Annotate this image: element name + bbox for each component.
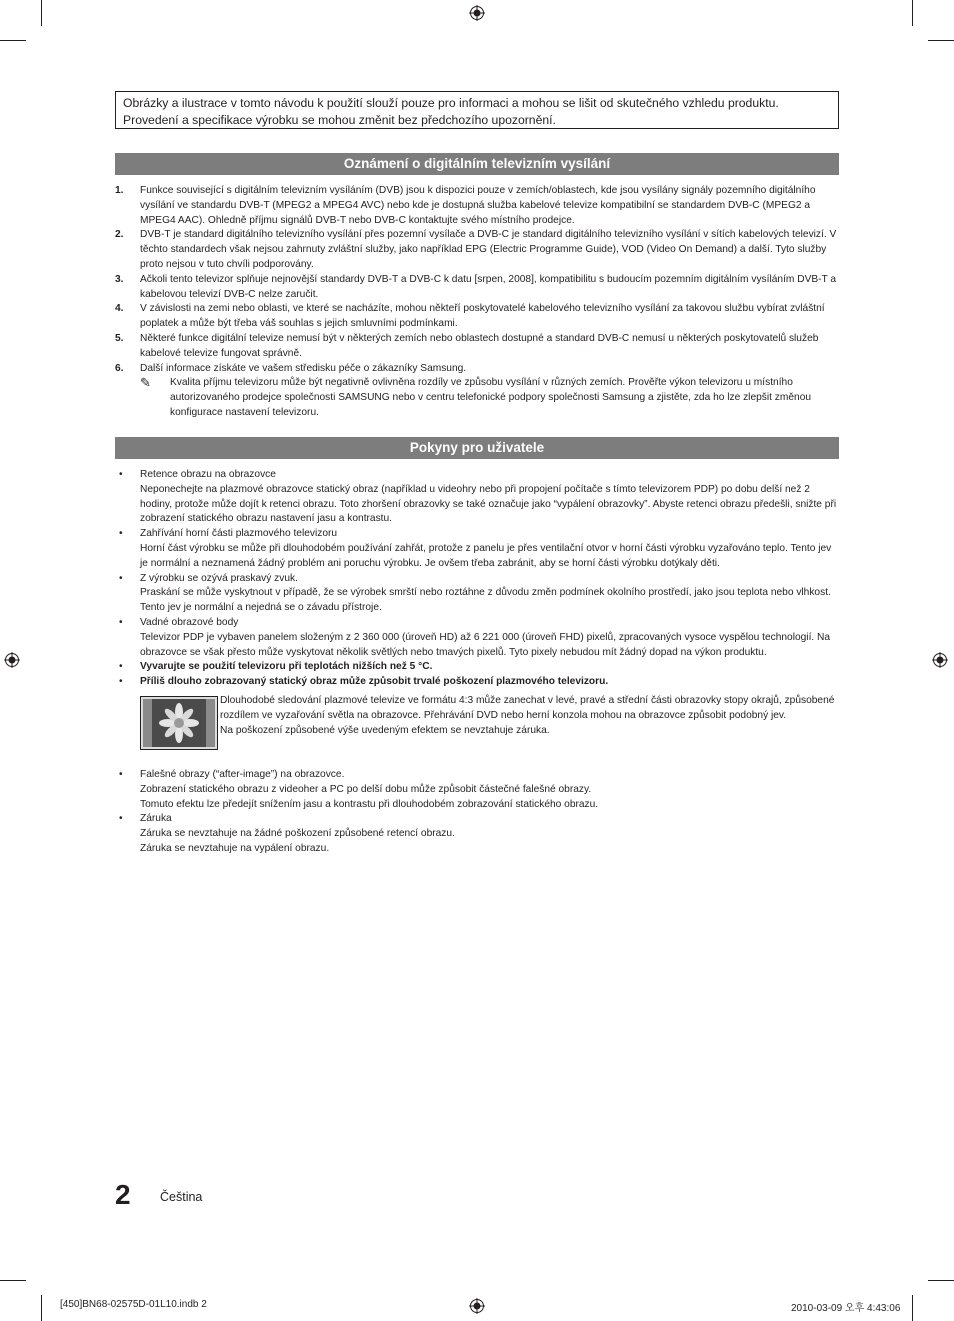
item-number: 4. (115, 303, 124, 315)
crop-mark (41, 0, 42, 26)
item-text: Horní část výrobku se může při dlouhodobém používání zahřát, protože z panelu je přes ventilační otvor v horní části výrobku vyzařováno teplo. Tento jev je normální a neznamená žádný problém ani poruchu výrobku. Je ovšem třeba zabránit, aby se horní části výrobku dotýkaly děti. (140, 542, 832, 569)
item-title: Retence obrazu na obrazovce (140, 469, 276, 480)
tv-screen-illustration (140, 696, 218, 750)
crop-mark (912, 0, 913, 26)
bullet-icon: • (119, 528, 123, 540)
item-title: Záruka (140, 813, 172, 825)
registration-mark-icon (932, 652, 948, 668)
item-text: Záruka se nevztahuje na vypálení obrazu. (140, 842, 330, 854)
list-item (115, 332, 839, 362)
item-number: 5. (115, 332, 124, 344)
list-item (115, 468, 839, 527)
item-title: Vyvarujte se použití televizoru při teplotách nižších než 5 °C. (140, 661, 433, 673)
item-title: Příliš dlouho zobrazovaný statický obraz může způsobit trvalé poškození plazmového televizoru. (140, 676, 609, 688)
list-item (115, 527, 839, 571)
item-text: Některé funkce digitální televize nemusí být v některých zemích nebo oblastech dostupné a standard DVB-C nemusí u některých poskytovatelů služeb kabelové televize fungovat správně. (140, 332, 819, 359)
list-item (115, 812, 839, 856)
item-text: Tomuto efektu lze předejít snížením jasu a kontrastu při dlouhodobém zobrazování statického obrazu. (140, 798, 599, 810)
list-item (115, 273, 839, 303)
registration-mark-icon (4, 652, 20, 668)
disclaimer-line: Provedení a specifikace výrobku se mohou změnit bez předchozího upozornění. (123, 113, 556, 127)
user-instructions-list (115, 468, 839, 857)
pencil-note-icon: ✎ (140, 375, 151, 391)
list-item (115, 660, 839, 675)
bullet-icon: • (119, 469, 123, 480)
tv-illustration-row (140, 694, 839, 758)
item-title: Falešné obrazy (“after-image”) na obrazovce. (140, 768, 345, 780)
footer-timestamp: 2010-03-09 오후 4:43:06 (791, 1303, 901, 1314)
item-text: Ačkoli tento televizor splňuje nejnovější standardy DVB-T a DVB-C k datu [srpen, 2008], kompatibilitu s budoucím pozemním digitálním vysíláním DVB-T a kabelovou televizí DVB-C nelze zaručit. (140, 273, 837, 300)
footer-file-info: [450]BN68-02575D-01L10.indb 2 (60, 1299, 207, 1310)
illustration-text (220, 694, 839, 738)
note-text: Kvalita příjmu televizoru může být negativně ovlivněna rozdíly ve způsobu vysílání v různých zemích. Prověřte výkon televizoru u místního autorizovaného prodejce společnosti SAMSUNG nebo v centru telefonické podpory společnosti Samsung a zjistěte, zda ho lze zlepšit změnou konfigurace nastavení televizoru. (170, 377, 812, 418)
crop-mark (928, 1280, 954, 1281)
crop-mark (41, 1295, 42, 1321)
disclaimer-box (115, 91, 839, 129)
bullet-icon: • (119, 768, 123, 780)
crop-mark (928, 40, 954, 41)
bullet-icon: • (119, 661, 123, 673)
list-item (115, 768, 839, 812)
list-item (115, 572, 839, 616)
item-title: Zahřívání horní části plazmového televizoru (140, 528, 338, 540)
item-text: Neponechejte na plazmové obrazovce statický obraz (například u videohry nebo při propojení počítače s tímto televizorem PDP) po dobu delší než 2 hodiny, protože může dojít k retenci obrazu. Toto zhoršení obrazovky se také označuje jako “vypálení obrazovky”. Abyste retenci obrazu předešli, snižte při zobrazení statického obrazu nastavení jasu a kontrastu. (140, 483, 837, 525)
crop-mark (0, 40, 26, 41)
item-number: 1. (115, 185, 124, 196)
page-language: Čeština (160, 1190, 203, 1204)
list-item (115, 184, 839, 228)
flower-image-icon (143, 699, 215, 747)
item-title: Vadné obrazové body (140, 616, 239, 628)
item-text: Záruka se nevztahuje na žádné poškození způsobené retencí obrazu. (140, 828, 455, 840)
item-text: Praskání se může vyskytnout v případě, že se výrobek smrští nebo roztáhne z důvodu změn podmínek okolního prostředí, jako jsou teplota nebo vlhkost. Tento jev je normální a nejedná se o závadu přístroje. (140, 587, 831, 614)
registration-mark-icon (469, 5, 485, 21)
list-item (115, 302, 839, 332)
item-title: Z výrobku se ozývá praskavý zvuk. (140, 572, 298, 584)
bullet-icon: • (119, 676, 123, 688)
warranty-note: Na poškození způsobené výše uvedeným efektem se nevztahuje záruka. (220, 724, 550, 736)
bullet-icon: • (119, 813, 123, 825)
bullet-icon: • (119, 572, 123, 584)
list-item (115, 616, 839, 660)
section-heading-digital-broadcast: Oznámení o digitálním televizním vysílání (115, 153, 839, 175)
digital-broadcast-list (115, 184, 839, 421)
item-text: DVB-T je standard digitálního televizního vysílání přes pozemní vysílače a DVB-C je standard digitálního televizního vysílání v sítích kabelových televizí. V těchto standardech však nejsou zahrnuty zvláštní služby, jako například EPG (Electric Programme Guide), VOD (Video On Demand) a další. Tyto služby proto nejsou v tuto chvíli podporovány. (140, 229, 837, 270)
illustration-description: Dlouhodobé sledování plazmové televize ve formátu 4:3 může zanechat v levé, pravé a střední části obrazovky stopy okrajů, způsobené rozdílem ve vyzařování světla na obrazovce. Přehrávání DVD nebo herní konzola mohou na obrazovce způsobit podobný jev. (220, 694, 835, 721)
list-item (115, 362, 839, 377)
crop-mark (912, 1295, 913, 1321)
item-number: 6. (115, 362, 124, 374)
item-text: V závislosti na zemi nebo oblasti, ve které se nacházíte, mohou někteří poskytovatelé kabelového televizního vysílání za takovou službu vybírat zvláštní poplatek a může být třeba váš souhlas s jejich smluvními podmínkami. (140, 303, 825, 330)
item-number: 2. (115, 229, 124, 241)
item-text: Další informace získáte ve vašem středisku péče o zákazníky Samsung. (140, 362, 467, 374)
bullet-icon: • (119, 616, 123, 628)
crop-mark (0, 1280, 26, 1281)
note (115, 376, 839, 420)
list-item (115, 675, 839, 690)
item-text: Zobrazení statického obrazu z videoher a PC po delší dobu může způsobit částečné falešné obrazy. (140, 783, 592, 795)
page-number: 2 (115, 1179, 131, 1210)
item-text: Funkce související s digitálním televizním vysíláním (DVB) jsou k dispozici pouze v zemích/oblastech, kde jsou vysílány signály pozemního digitálního vysílání ve standardu DVB-T (MPEG2 a MPEG4 AVC) nebo kde je dostupná služba kabelové televize kompatibilní se standardem DVB-C (MPEG2 a MPEG4 AAC). Ohledně příjmu signálů DVB-T nebo DVB-C kontaktujte svého místního prodejce. (140, 185, 816, 226)
disclaimer-line: Obrázky a ilustrace v tomto návodu k použití slouží pouze pro informaci a mohou se lišit od skutečného vzhledu produktu. (123, 96, 779, 110)
item-number: 3. (115, 273, 124, 285)
item-text: Televizor PDP je vybaven panelem složeným z 2 360 000 (úroveň HD) až 6 221 000 (úroveň FHD) pixelů, zpracovaných vysoce vyspělou technologií. Na obrazovce se však přesto může vyskytovat několik světlých nebo tmavých pixelů. Tyto pixely nebudou mít žádný dopad na výkon produktu. (140, 631, 831, 658)
list-item (115, 228, 839, 272)
section-heading-user-instructions: Pokyny pro uživatele (115, 437, 839, 459)
registration-mark-icon (469, 1298, 485, 1314)
